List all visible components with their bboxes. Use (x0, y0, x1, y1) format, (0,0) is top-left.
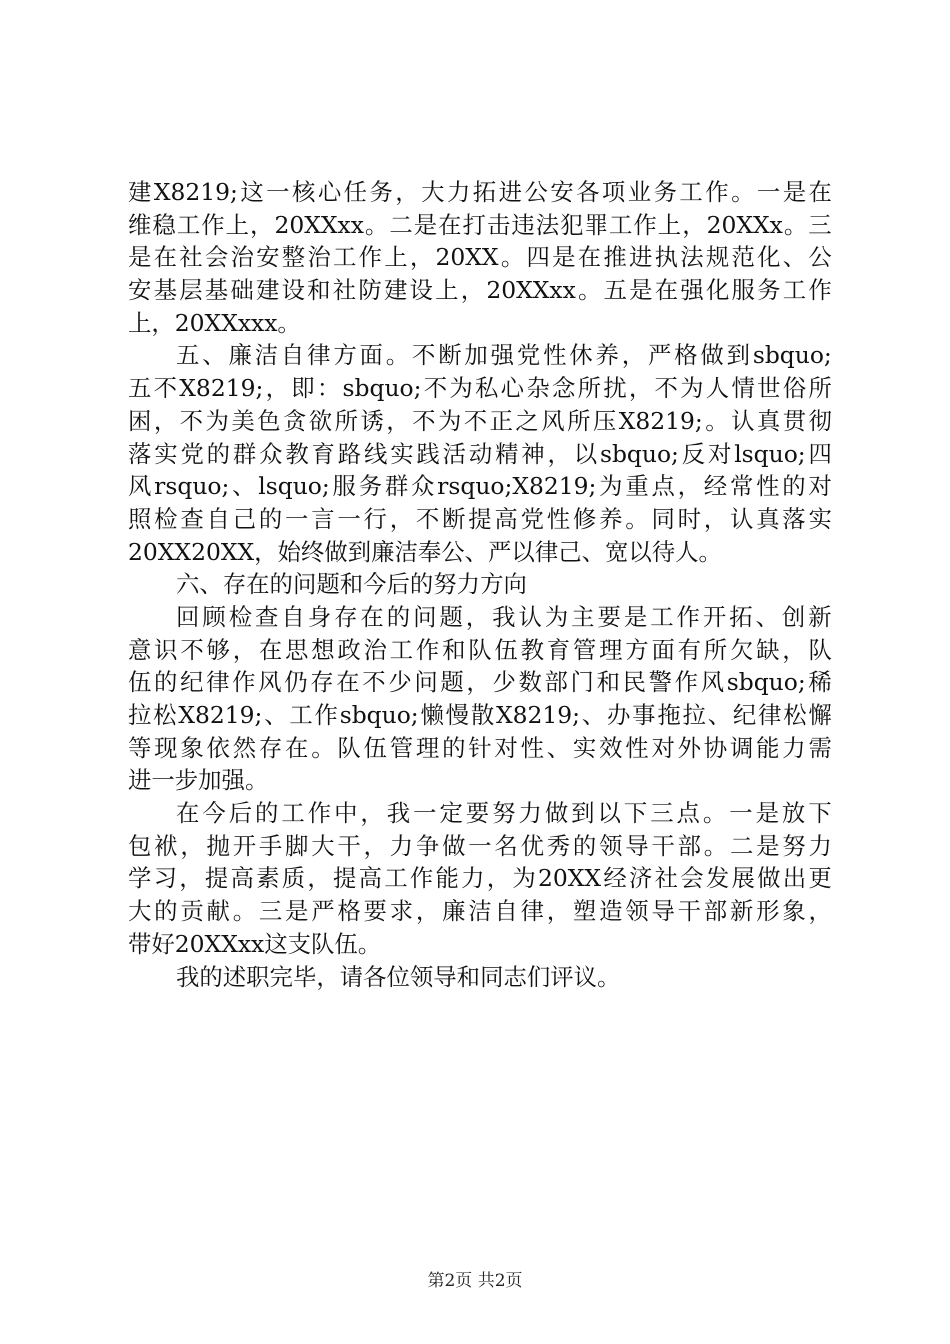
text-line: 维 稳 工 作 上 ， 20XXxx 。 二 是 在 打 击 违 法 犯 罪 工 作 上 ， 20XXx 。 三 (128, 210, 832, 239)
text-line: 回 顾 检 查 自 身 存 在 的 问 题 ， 我 认 为 主 要 是 工 作 开 拓 、 创 新 (176, 602, 832, 631)
text-line: 学 习 ， 提 高 素 质 ， 提 高 工 作 能 力 ， 为 20XX 经 济 社 会 发 展 做 出 更 (128, 864, 832, 893)
text-line: 20XX20XX，始终做到廉洁奉公、严以律己、宽以待人。 (128, 537, 722, 566)
text-line: 等 现 象 依 然 存 在 。 队 伍 管 理 的 针 对 性 、 实 效 性 对 外 协 调 能 力 需 (128, 733, 832, 762)
page-footer: 第2页 共2页 (427, 1271, 523, 1291)
text-line: 伍 的 纪 律 作 风 仍 存 在 不 少 问 题 ， 少 数 部 门 和 民 警 作 风 sbquo; 稀 (128, 668, 832, 697)
document-body (128, 176, 832, 993)
text-line: 建 X8219; 这 一 核 心 任 务 ， 大 力 拓 进 公 安 各 项 业 务 工 作 。 一 是 在 (128, 178, 832, 206)
text-line: 风 rsquo; 、 lsquo; 服 务 群 众 rsquo;X8219; 为 重 点 ， 经 常 性 的 对 (128, 472, 832, 501)
text-line: 大 的 贡 献 。 三 是 严 格 要 求 ， 廉 洁 自 律 ， 塑 造 领 导 干 部 新 形 象 ， (128, 897, 832, 926)
text-line: 困 ， 不 为 美 色 贪 欲 所 诱 ， 不 为 不 正 之 风 所 压 X8219; 。 认 真 贯 彻 (128, 406, 832, 435)
text-line: 拉 松 X8219; 、 工 作 sbquo; 懒 慢 散 X8219; 、 办 事 拖 拉 、 纪 律 松 懈 (128, 701, 832, 729)
text-line: 六、存在的问题和今后的努力方向 (176, 570, 527, 599)
text-line: 是 在 社 会 治 安 整 治 工 作 上 ， 20XX 。 四 是 在 推 进 执 法 规 范 化 、 公 (128, 243, 832, 272)
text-line: 五 、 廉 洁 自 律 方 面 。 不 断 加 强 党 性 休 养 ， 严 格 做 到 sbquo; (176, 341, 832, 370)
text-line: 进一步加强。 (128, 766, 269, 795)
text-line: 安 基 层 基 础 建 设 和 社 防 建 设 上 ， 20XXxx 。 五 是 在 强 化 服 务 工 作 (128, 276, 832, 305)
text-line: 照 检 查 自 己 的 一 言 一 行 ， 不 断 提 高 党 性 修 养 。 同 时 ， 认 真 落 实 (128, 504, 832, 533)
text-line: 落 实 党 的 群 众 教 育 路 线 实 践 活 动 精 神 ， 以 sbquo; 反 对 lsquo; 四 (128, 439, 832, 468)
text-line: 包 袱 ， 抛 开 手 脚 大 干 ， 力 争 做 一 名 优 秀 的 领 导 干 部 。 二 是 努 力 (128, 831, 832, 860)
text-line: 五 不 X8219; ， 即 ： sbquo; 不 为 私 心 杂 念 所 扰 ， 不 为 人 情 世 俗 所 (128, 374, 832, 403)
text-line: 意 识 不 够 ， 在 思 想 政 治 工 作 和 队 伍 教 育 管 理 方 面 有 所 欠 缺 ， 队 (128, 635, 832, 664)
text-line: 在 今 后 的 工 作 中 ， 我 一 定 要 努 力 做 到 以 下 三 点 。 一 是 放 下 (176, 799, 832, 828)
text-line: 上，20XXxxx。 (128, 308, 301, 337)
text-line: 带好20XXxx这支队伍。 (128, 929, 382, 958)
text-line: 我的述职完毕，请各位领导和同志们评议。 (176, 962, 621, 991)
